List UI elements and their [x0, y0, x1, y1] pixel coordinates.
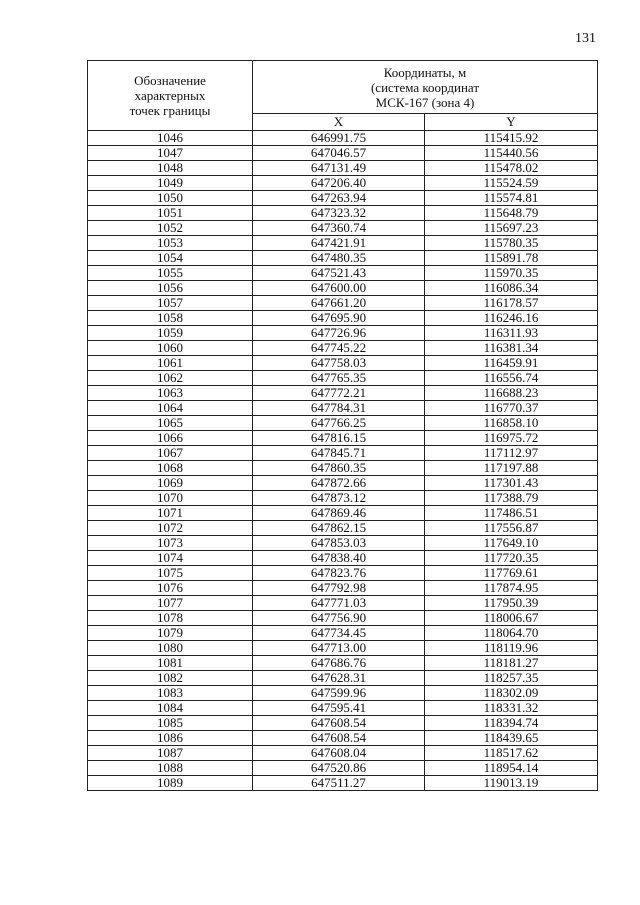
table-header — [88, 61, 598, 131]
table-row — [88, 131, 598, 146]
point-id-cell: 1075 — [88, 566, 253, 581]
x-coordinate-cell: 647599.96 — [253, 686, 425, 701]
x-coordinate-cell: 647131.49 — [253, 161, 425, 176]
point-id-cell: 1087 — [88, 746, 253, 761]
x-coordinate-cell: 647713.00 — [253, 641, 425, 656]
x-coordinate-cell: 647520.86 — [253, 761, 425, 776]
table-row — [88, 686, 598, 701]
table-row — [88, 596, 598, 611]
point-id-cell: 1062 — [88, 371, 253, 386]
table-row — [88, 191, 598, 206]
table-row — [88, 236, 598, 251]
y-coordinate-cell: 117874.95 — [425, 581, 598, 596]
x-coordinate-cell: 647521.43 — [253, 266, 425, 281]
y-coordinate-cell: 117388.79 — [425, 491, 598, 506]
point-id-cell: 1063 — [88, 386, 253, 401]
point-id-cell: 1088 — [88, 761, 253, 776]
x-coordinate-cell: 647511.27 — [253, 776, 425, 791]
table-row — [88, 491, 598, 506]
y-coordinate-cell: 117112.97 — [425, 446, 598, 461]
point-id-cell: 1072 — [88, 521, 253, 536]
coordinates-label-line: (система координат — [370, 79, 480, 95]
point-id-cell: 1058 — [88, 311, 253, 326]
table-row — [88, 461, 598, 476]
x-coordinate-cell: 647823.76 — [253, 566, 425, 581]
y-coordinate-cell: 116381.34 — [425, 341, 598, 356]
table-row — [88, 281, 598, 296]
table-row — [88, 401, 598, 416]
x-coordinate-cell: 647771.03 — [253, 596, 425, 611]
x-coordinate-cell: 647853.03 — [253, 536, 425, 551]
table-row — [88, 326, 598, 341]
table-row — [88, 386, 598, 401]
point-id-cell: 1060 — [88, 341, 253, 356]
y-coordinate-cell: 116688.23 — [425, 386, 598, 401]
x-coordinate-cell: 647765.35 — [253, 371, 425, 386]
table-row — [88, 566, 598, 581]
point-label-line: Обозначение — [134, 73, 206, 88]
table-row — [88, 431, 598, 446]
point-id-cell: 1080 — [88, 641, 253, 656]
y-coordinate-cell: 116459.91 — [425, 356, 598, 371]
table-body — [88, 131, 598, 791]
table-row — [88, 356, 598, 371]
point-id-cell: 1073 — [88, 536, 253, 551]
table-row — [88, 746, 598, 761]
point-id-cell: 1089 — [88, 776, 253, 791]
table-row — [88, 176, 598, 191]
x-coordinate-cell: 647360.74 — [253, 221, 425, 236]
y-coordinate-cell: 117301.43 — [425, 476, 598, 491]
y-coordinate-cell: 115891.78 — [425, 251, 598, 266]
point-id-cell: 1074 — [88, 551, 253, 566]
point-id-cell: 1048 — [88, 161, 253, 176]
y-coordinate-cell: 116975.72 — [425, 431, 598, 446]
table-row — [88, 221, 598, 236]
y-coordinate-cell: 118302.09 — [425, 686, 598, 701]
table-row — [88, 266, 598, 281]
table-row — [88, 416, 598, 431]
x-coordinate-cell: 647845.71 — [253, 446, 425, 461]
point-id-cell: 1061 — [88, 356, 253, 371]
point-id-cell: 1047 — [88, 146, 253, 161]
x-coordinate-cell: 647873.12 — [253, 491, 425, 506]
point-id-cell: 1086 — [88, 731, 253, 746]
x-coordinate-cell: 647608.54 — [253, 716, 425, 731]
page-number: 131 — [575, 31, 596, 46]
x-coordinate-cell: 647758.03 — [253, 356, 425, 371]
table-row — [88, 641, 598, 656]
point-id-cell: 1055 — [88, 266, 253, 281]
x-coordinate-cell: 647263.94 — [253, 191, 425, 206]
table-row — [88, 581, 598, 596]
table-row — [88, 536, 598, 551]
table-row — [88, 446, 598, 461]
point-id-cell: 1066 — [88, 431, 253, 446]
y-coordinate-cell: 116556.74 — [425, 371, 598, 386]
y-coordinate-cell: 115780.35 — [425, 236, 598, 251]
x-coordinate-cell: 647816.15 — [253, 431, 425, 446]
y-coordinate-cell: 117649.10 — [425, 536, 598, 551]
y-coordinate-cell: 118439.65 — [425, 731, 598, 746]
point-id-cell: 1085 — [88, 716, 253, 731]
y-coordinate-cell: 117486.51 — [425, 506, 598, 521]
x-coordinate-cell: 647480.35 — [253, 251, 425, 266]
point-id-cell: 1069 — [88, 476, 253, 491]
point-id-cell: 1068 — [88, 461, 253, 476]
y-coordinate-cell: 115524.59 — [425, 176, 598, 191]
x-coordinate-cell: 647766.25 — [253, 416, 425, 431]
coordinates-header — [253, 61, 598, 114]
point-label-line: точек границы — [129, 103, 211, 118]
x-coordinate-cell: 647323.32 — [253, 206, 425, 221]
x-coordinate-cell: 647695.90 — [253, 311, 425, 326]
y-coordinate-cell: 118006.67 — [425, 611, 598, 626]
point-id-cell: 1084 — [88, 701, 253, 716]
y-coordinate-cell: 118119.96 — [425, 641, 598, 656]
point-label-header — [88, 61, 253, 131]
x-coordinate-cell: 647745.22 — [253, 341, 425, 356]
x-coordinate-cell: 647421.91 — [253, 236, 425, 251]
point-id-cell: 1078 — [88, 611, 253, 626]
table-row — [88, 776, 598, 791]
x-coordinate-cell: 647595.41 — [253, 701, 425, 716]
table-row — [88, 311, 598, 326]
point-id-cell: 1083 — [88, 686, 253, 701]
point-id-cell: 1070 — [88, 491, 253, 506]
table-row — [88, 341, 598, 356]
y-coordinate-cell: 117197.88 — [425, 461, 598, 476]
point-id-cell: 1082 — [88, 671, 253, 686]
y-coordinate-cell: 118394.74 — [425, 716, 598, 731]
x-coordinate-cell: 647686.76 — [253, 656, 425, 671]
point-id-cell: 1077 — [88, 596, 253, 611]
x-coordinate-cell: 646991.75 — [253, 131, 425, 146]
point-id-cell: 1067 — [88, 446, 253, 461]
point-id-cell: 1049 — [88, 176, 253, 191]
x-coordinate-cell: 647784.31 — [253, 401, 425, 416]
point-id-cell: 1057 — [88, 296, 253, 311]
y-coordinate-cell: 115697.23 — [425, 221, 598, 236]
y-coordinate-cell: 117769.61 — [425, 566, 598, 581]
coordinates-table — [87, 60, 598, 791]
table-row — [88, 611, 598, 626]
table-row — [88, 206, 598, 221]
point-id-cell: 1076 — [88, 581, 253, 596]
table-row — [88, 476, 598, 491]
table-row — [88, 626, 598, 641]
point-id-cell: 1064 — [88, 401, 253, 416]
y-coordinate-cell: 118517.62 — [425, 746, 598, 761]
table-row — [88, 656, 598, 671]
x-coordinate-cell: 647206.40 — [253, 176, 425, 191]
table-row — [88, 731, 598, 746]
point-id-cell: 1071 — [88, 506, 253, 521]
point-id-cell: 1081 — [88, 656, 253, 671]
point-id-cell: 1046 — [88, 131, 253, 146]
point-id-cell: 1050 — [88, 191, 253, 206]
x-coordinate-cell: 647862.15 — [253, 521, 425, 536]
x-coordinate-cell: 647608.04 — [253, 746, 425, 761]
y-coordinate-cell: 115440.56 — [425, 146, 598, 161]
point-id-cell: 1056 — [88, 281, 253, 296]
x-coordinate-cell: 647869.46 — [253, 506, 425, 521]
x-coordinate-cell: 647726.96 — [253, 326, 425, 341]
x-coordinate-cell: 647860.35 — [253, 461, 425, 476]
point-id-cell: 1065 — [88, 416, 253, 431]
y-coordinate-cell: 118257.35 — [425, 671, 598, 686]
table-row — [88, 296, 598, 311]
y-coordinate-cell: 115970.35 — [425, 266, 598, 281]
y-coordinate-cell: 116178.57 — [425, 296, 598, 311]
coordinates-label-line: МСК-167 (зона 4) — [375, 94, 475, 110]
x-coordinate-cell: 647600.00 — [253, 281, 425, 296]
y-coordinate-cell: 116311.93 — [425, 326, 598, 341]
coordinates-label-line: Координаты, м — [383, 64, 467, 80]
x-column-header: X — [253, 114, 425, 131]
point-id-cell: 1051 — [88, 206, 253, 221]
x-coordinate-cell: 647046.57 — [253, 146, 425, 161]
point-id-cell: 1059 — [88, 326, 253, 341]
y-coordinate-cell: 119013.19 — [425, 776, 598, 791]
point-label-line: характерных — [134, 88, 206, 103]
y-coordinate-cell: 118064.70 — [425, 626, 598, 641]
table-row — [88, 716, 598, 731]
table-row — [88, 506, 598, 521]
y-coordinate-cell: 115648.79 — [425, 206, 598, 221]
point-id-cell: 1079 — [88, 626, 253, 641]
table-row — [88, 371, 598, 386]
point-id-cell: 1054 — [88, 251, 253, 266]
table-row — [88, 251, 598, 266]
y-coordinate-cell: 116770.37 — [425, 401, 598, 416]
x-coordinate-cell: 647872.66 — [253, 476, 425, 491]
table-row — [88, 146, 598, 161]
point-id-cell: 1052 — [88, 221, 253, 236]
x-coordinate-cell: 647628.31 — [253, 671, 425, 686]
table-row — [88, 761, 598, 776]
y-coordinate-cell: 115574.81 — [425, 191, 598, 206]
y-coordinate-cell: 116086.34 — [425, 281, 598, 296]
x-coordinate-cell: 647608.54 — [253, 731, 425, 746]
y-coordinate-cell: 115415.92 — [425, 131, 598, 146]
table-row — [88, 701, 598, 716]
x-coordinate-cell: 647661.20 — [253, 296, 425, 311]
y-coordinate-cell: 116246.16 — [425, 311, 598, 326]
table-row — [88, 671, 598, 686]
y-coordinate-cell: 118954.14 — [425, 761, 598, 776]
x-coordinate-cell: 647734.45 — [253, 626, 425, 641]
x-coordinate-cell: 647772.21 — [253, 386, 425, 401]
y-coordinate-cell: 118331.32 — [425, 701, 598, 716]
y-column-header: Y — [425, 114, 598, 131]
x-coordinate-cell: 647838.40 — [253, 551, 425, 566]
point-id-cell: 1053 — [88, 236, 253, 251]
y-coordinate-cell: 117950.39 — [425, 596, 598, 611]
y-coordinate-cell: 116858.10 — [425, 416, 598, 431]
x-coordinate-cell: 647792.98 — [253, 581, 425, 596]
y-coordinate-cell: 117720.35 — [425, 551, 598, 566]
x-coordinate-cell: 647756.90 — [253, 611, 425, 626]
table-row — [88, 521, 598, 536]
table-row — [88, 161, 598, 176]
y-coordinate-cell: 118181.27 — [425, 656, 598, 671]
y-coordinate-cell: 115478.02 — [425, 161, 598, 176]
table-row — [88, 551, 598, 566]
y-coordinate-cell: 117556.87 — [425, 521, 598, 536]
